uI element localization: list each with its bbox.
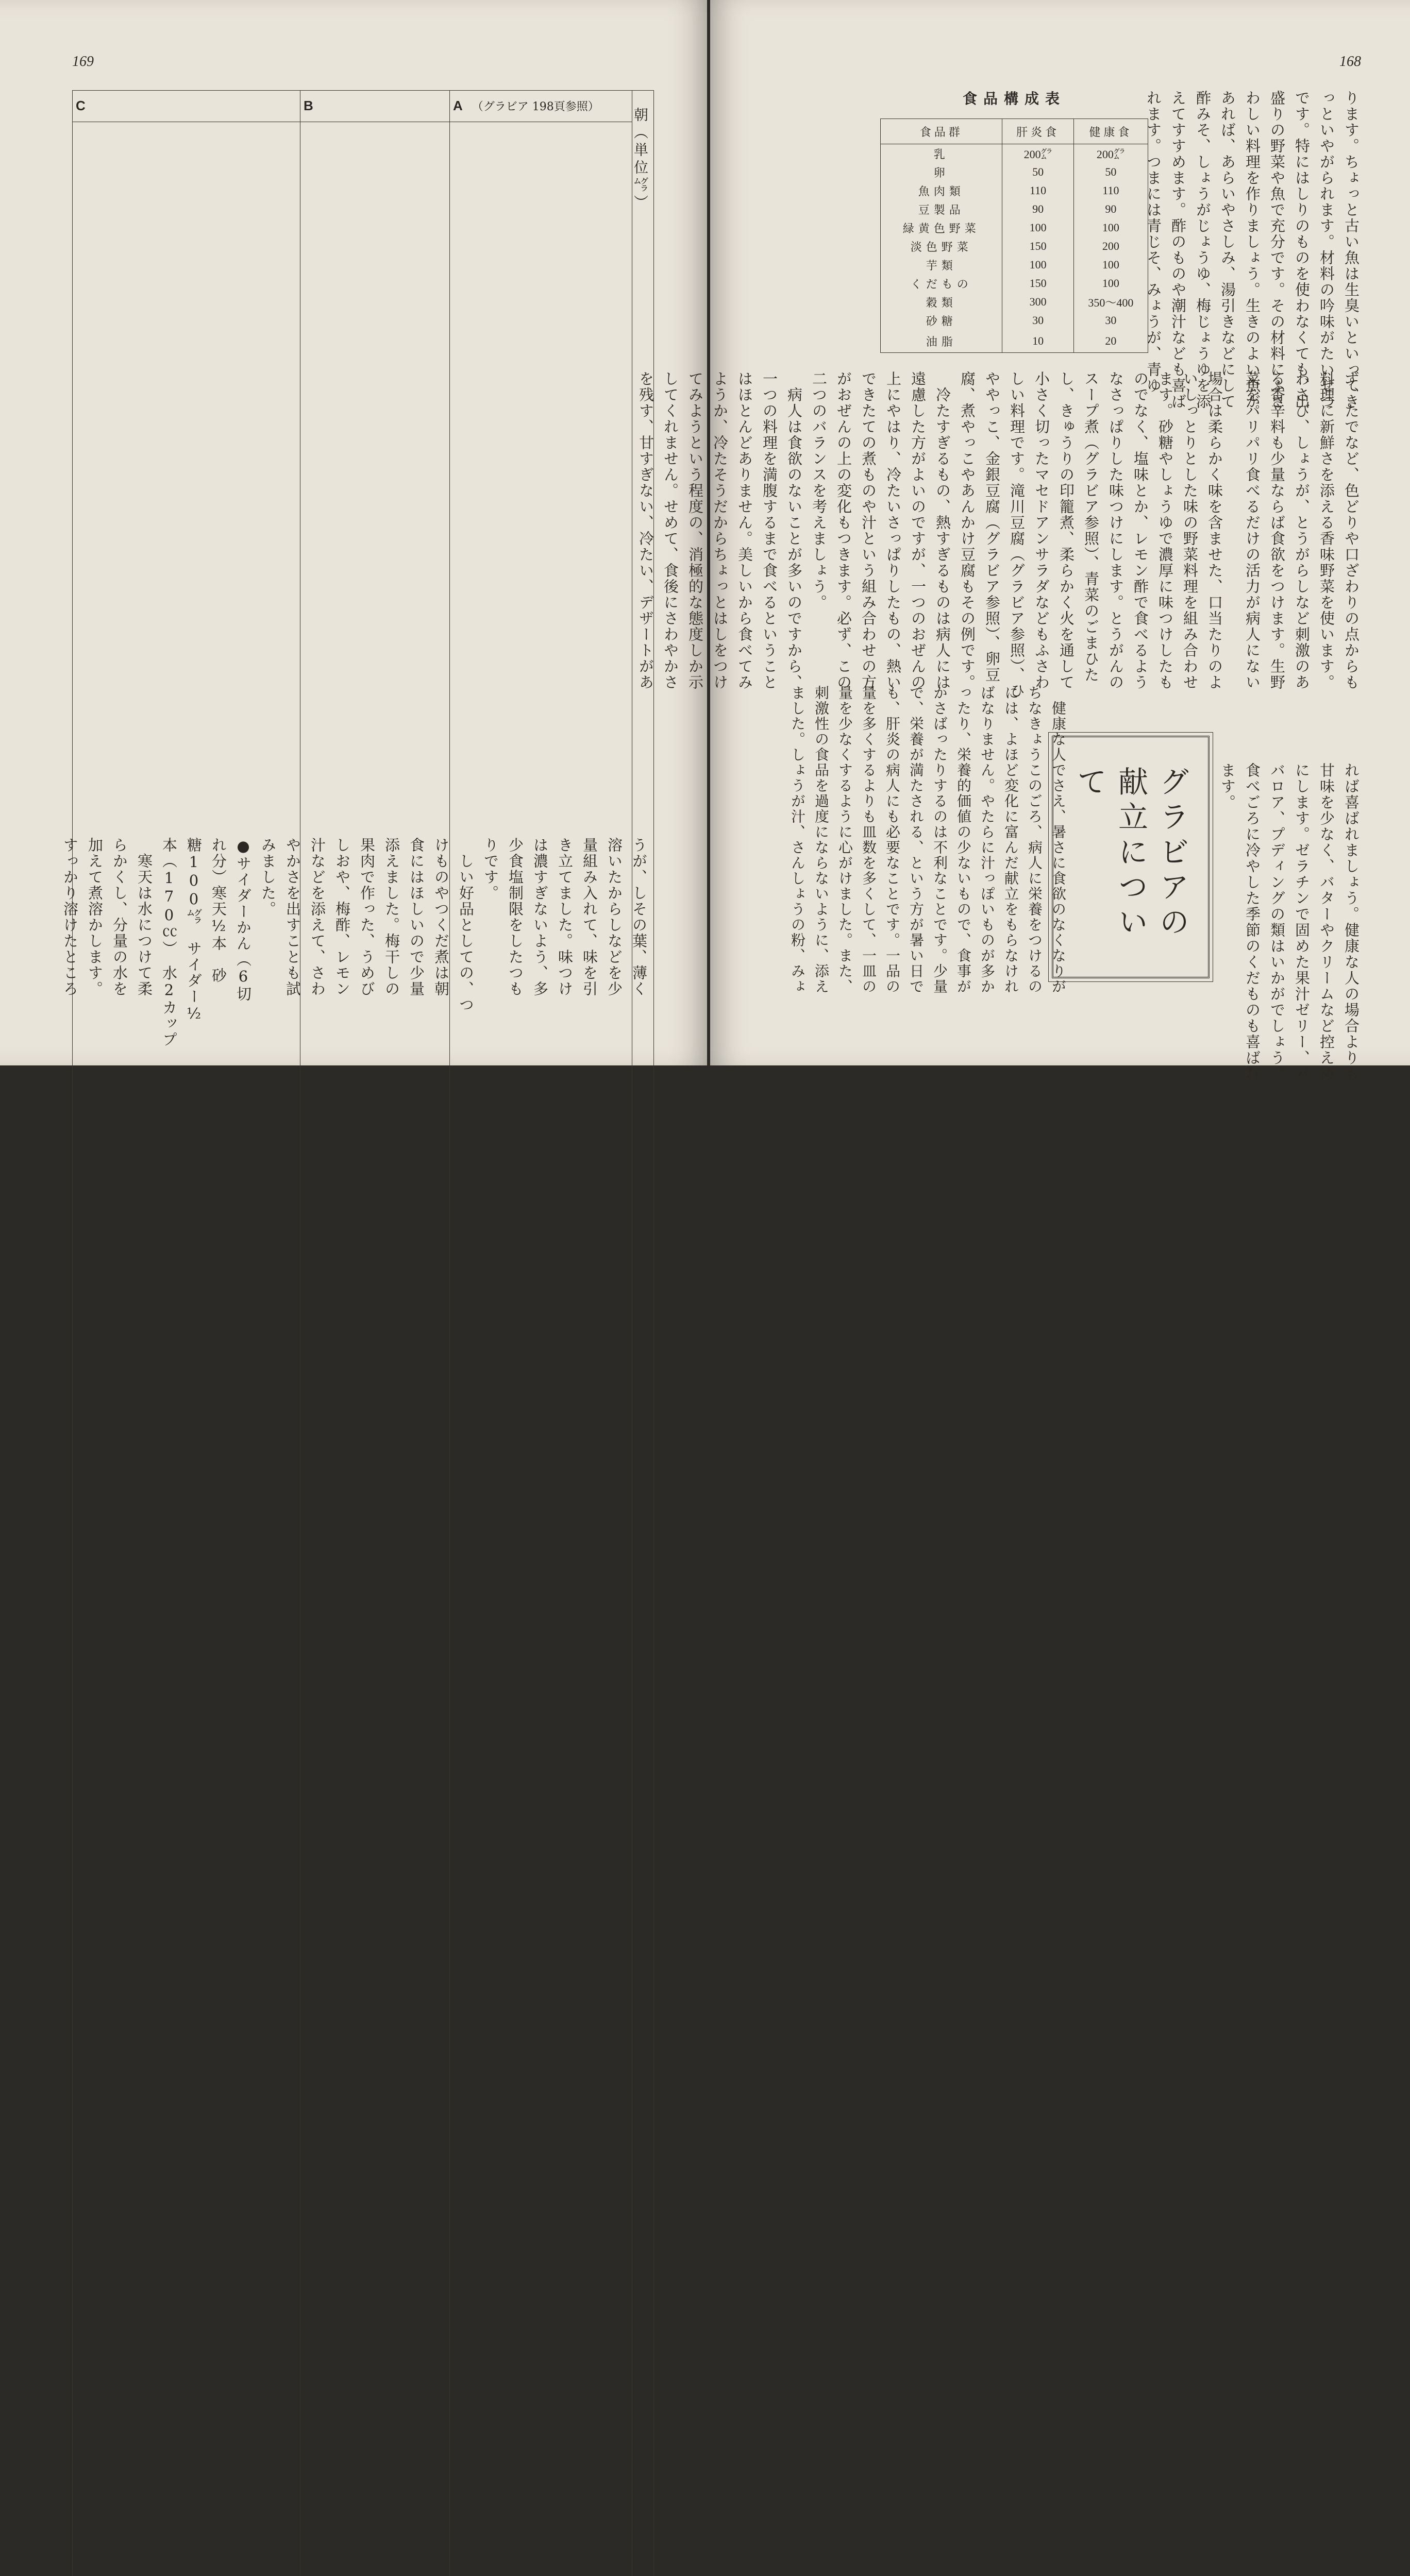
nut-col-hepatitis: 肝炎食 bbox=[1002, 119, 1073, 144]
nutrition-group-cell: 緑黄色野菜 bbox=[881, 218, 1002, 237]
nutrition-healthy-cell: 100 bbox=[1073, 256, 1148, 274]
nut-col-healthy: 健康食 bbox=[1073, 119, 1148, 144]
nutrition-body bbox=[881, 144, 1148, 353]
nutrition-hepatitis-cell: 150 bbox=[1002, 237, 1073, 256]
nutrition-row bbox=[881, 274, 1148, 293]
nutrition-healthy-cell: 20 bbox=[1073, 330, 1148, 353]
nut-col-group: 食品群 bbox=[881, 119, 1002, 144]
nutrition-group-cell: 淡色野菜 bbox=[881, 237, 1002, 256]
group-c-title: C bbox=[73, 91, 300, 122]
nutrition-healthy-cell: 90 bbox=[1073, 200, 1148, 218]
nutrition-hepatitis-cell: 100 bbox=[1002, 256, 1073, 274]
article-title: グラビアの献立について bbox=[1069, 766, 1193, 952]
nutrition-row bbox=[881, 218, 1148, 237]
nutrition-row bbox=[881, 237, 1148, 256]
nutrition-hepatitis-cell: 150 bbox=[1002, 274, 1073, 293]
nutrition-group-cell: 魚肉類 bbox=[881, 181, 1002, 200]
left-body-text: うが、しその葉、薄く 溶いたからしなどを少 量組み入れて、味を引 き立てました。味つけ は濃すぎないよう、多 少食塩制限をしたつも りです。 しい好品としての、つ けものやつくだ煮は朝 食にはほしいので少量 添えました。梅干しの 果肉で作った、うめび しおや、梅酢、レモン 汁などを添えて、さわ やかさを出すことも試 みました。 ●サイダーかん（6切 れ分）寒天½本 砂 糖100㌘ サイダー½ 本（170㏄） 水2カップ 寒天は水につけて柔 らかくし、分量の水を 加えて煮溶かします。 すっかり溶けたところ bbox=[58, 837, 651, 1054]
menu-table bbox=[72, 90, 654, 2576]
nutrition-hepatitis-cell: 50 bbox=[1002, 163, 1073, 181]
nutrition-group-cell: 砂糖 bbox=[881, 311, 1002, 330]
page-number-right: 168 bbox=[1339, 54, 1361, 70]
page-number-left: 169 bbox=[72, 54, 94, 70]
left-page bbox=[0, 0, 707, 1065]
nutrition-header-row bbox=[881, 119, 1148, 144]
right-top-text: ります。ちょっと古い魚は生臭いといってき っといやがられます。材料の吟味がたいせつ です。特にはしりのものを使わなくても、出 盛りの野菜や魚で充分です。その材料にふさ わしい料理を作りましょう。生きのよい魚が あれば、あらいやさしみ、湯引きなどにして 酢みそ、しょうがじょうゆ、梅じょうゆを添 えてすすめます。酢のものや潮汁なども喜ば れます。つまには青じそ、みょうが、青ゆ bbox=[1141, 90, 1364, 440]
nutrition-group-cell: 油脂 bbox=[881, 330, 1002, 353]
right-mid-text: ず、たでなど、色どりや口ざわりの点からも 料理に新鮮さを添える香味野菜を使います。 わさび、しょうが、とうがらしなど刺激のあ る香辛料も少量ならば食欲をつけます。生野 菜をパリパリ食べるだけの活力が病人にない bbox=[1240, 371, 1364, 629]
breakfast-menu-row bbox=[73, 122, 654, 2576]
nutrition-hepatitis-cell: 110 bbox=[1002, 181, 1073, 200]
nutrition-healthy-cell: 350〜400 bbox=[1073, 293, 1148, 311]
nutrition-row bbox=[881, 256, 1148, 274]
nutrition-group-cell: くだもの bbox=[881, 274, 1002, 293]
nutrition-healthy-cell: 200㌘ bbox=[1073, 144, 1148, 163]
a-breakfast-menu bbox=[450, 122, 632, 2576]
right-center-text: 場合は柔らかく味を含ませた、口当たりのよ いしっとりとした味の野菜料理を組み合わせ ます。砂糖やしょうゆで濃厚に味つけしたも のでなく、塩味とか、レモン酢で食べるよう なさっぱりした味つけにします。とうがんの スープ煮（グラビア参照）、青菜のごまひた し、きゅうりの印籠煮、柔らかく火を通して 小さく切ったマセドアンサラダなどもふさわ しい料理です。滝川豆腐（グラビア参照）、ひ ややっこ、金銀豆腐（グラビア参照）、卵豆 腐、煮やっこやあんかけ豆腐もその例です。 冷たすぎるもの、熱すぎるものは病人には 遠慮した方がよいのですが、一つのおぜんの 上にやはり、冷たいさっぱりしたもの、熱い できたての煮ものや汁という組み合わせの方 がおぜんの上の変化もつきます。必ず、この 二つのバランスを考えましょう。 病人は食欲のないことが多いのですから、 一つの料理を満腹するまで食べるということ はほとんどありません。美しいから食べてみ ようか、冷たそうだからちょっとはしをつけ てみようという程度の、消極的な態度しか示 してくれません。せめて、食後にさわやかさ を残す、甘すぎない、冷たい、デザートがあ bbox=[633, 371, 1227, 768]
group-a-title: A （グラビア 198頁参照） bbox=[450, 91, 632, 122]
nutrition-group-cell: 穀類 bbox=[881, 293, 1002, 311]
nutrition-hepatitis-cell: 100 bbox=[1002, 218, 1073, 237]
right-left-text: 健康な人でさえ、暑さに食欲のなくなりが ちなきょうこのごろ、病人に栄養をつけるの には、よほど変化に富んだ献立をもらなけれ ばなりません。やたらに汁っぽいものが多か ったり、栄養的価値の少ないもので、食事が かさばったりするのは不利なことです。少量 で、栄養が満たされる、という方が暑い日で も、肝炎の病人にも必要なことです。一品の 量を多くするよりも皿数を多くして、一皿の 量を少なくするように心がけました。また、 刺激性の食品を過度にならないように、添え ました。しょうが汁、さんしょうの粉、みょ bbox=[785, 685, 1070, 1046]
nutrition-table-block bbox=[880, 88, 1148, 392]
group-b-title: B bbox=[300, 91, 450, 122]
nutrition-hepatitis-cell: 10 bbox=[1002, 330, 1073, 353]
nutrition-row bbox=[881, 144, 1148, 163]
breakfast-header: 朝（単位㌘） bbox=[632, 91, 654, 2576]
nutrition-healthy-cell: 200 bbox=[1073, 237, 1148, 256]
nutrition-row bbox=[881, 330, 1148, 353]
c-breakfast-menu bbox=[73, 122, 300, 2576]
nutrition-hepatitis-cell: 300 bbox=[1002, 293, 1073, 311]
nutrition-healthy-cell: 110 bbox=[1073, 181, 1148, 200]
nutrition-group-cell: 芋類 bbox=[881, 256, 1002, 274]
nutrition-hepatitis-cell: 90 bbox=[1002, 200, 1073, 218]
group-header-row bbox=[73, 91, 654, 122]
nutrition-healthy-cell: 50 bbox=[1073, 163, 1148, 181]
b-breakfast-menu bbox=[300, 122, 450, 2576]
nutrition-row bbox=[881, 293, 1148, 311]
nutrition-row bbox=[881, 311, 1148, 330]
nutrition-healthy-cell: 100 bbox=[1073, 274, 1148, 293]
nutrition-row bbox=[881, 163, 1148, 181]
nutrition-row bbox=[881, 181, 1148, 200]
nutrition-group-cell: 乳 bbox=[881, 144, 1002, 163]
nutrition-table bbox=[880, 118, 1148, 353]
nutrition-group-cell: 豆製品 bbox=[881, 200, 1002, 218]
nutrition-row bbox=[881, 200, 1148, 218]
article-title-box bbox=[1052, 736, 1210, 978]
nutrition-group-cell: 卵 bbox=[881, 163, 1002, 181]
nutrition-healthy-cell: 30 bbox=[1073, 311, 1148, 330]
nutrition-hepatitis-cell: 30 bbox=[1002, 311, 1073, 330]
right-bottom-text: れば喜ばれましょう。健康な人の場合よりも 甘味を少なく、バターやクリームなど控えめ にします。ゼラチンで固めた果汁ゼリー、バ バロア、プディングの類はいかがでしょう。 食べごろに冷やした季節のくだものも喜ばれ ます。 bbox=[1215, 762, 1364, 989]
nutrition-hepatitis-cell: 200㌘ bbox=[1002, 144, 1073, 163]
nutrition-healthy-cell: 100 bbox=[1073, 218, 1148, 237]
right-page bbox=[710, 0, 1410, 1065]
nutrition-title: 食品構成表 bbox=[880, 88, 1148, 108]
